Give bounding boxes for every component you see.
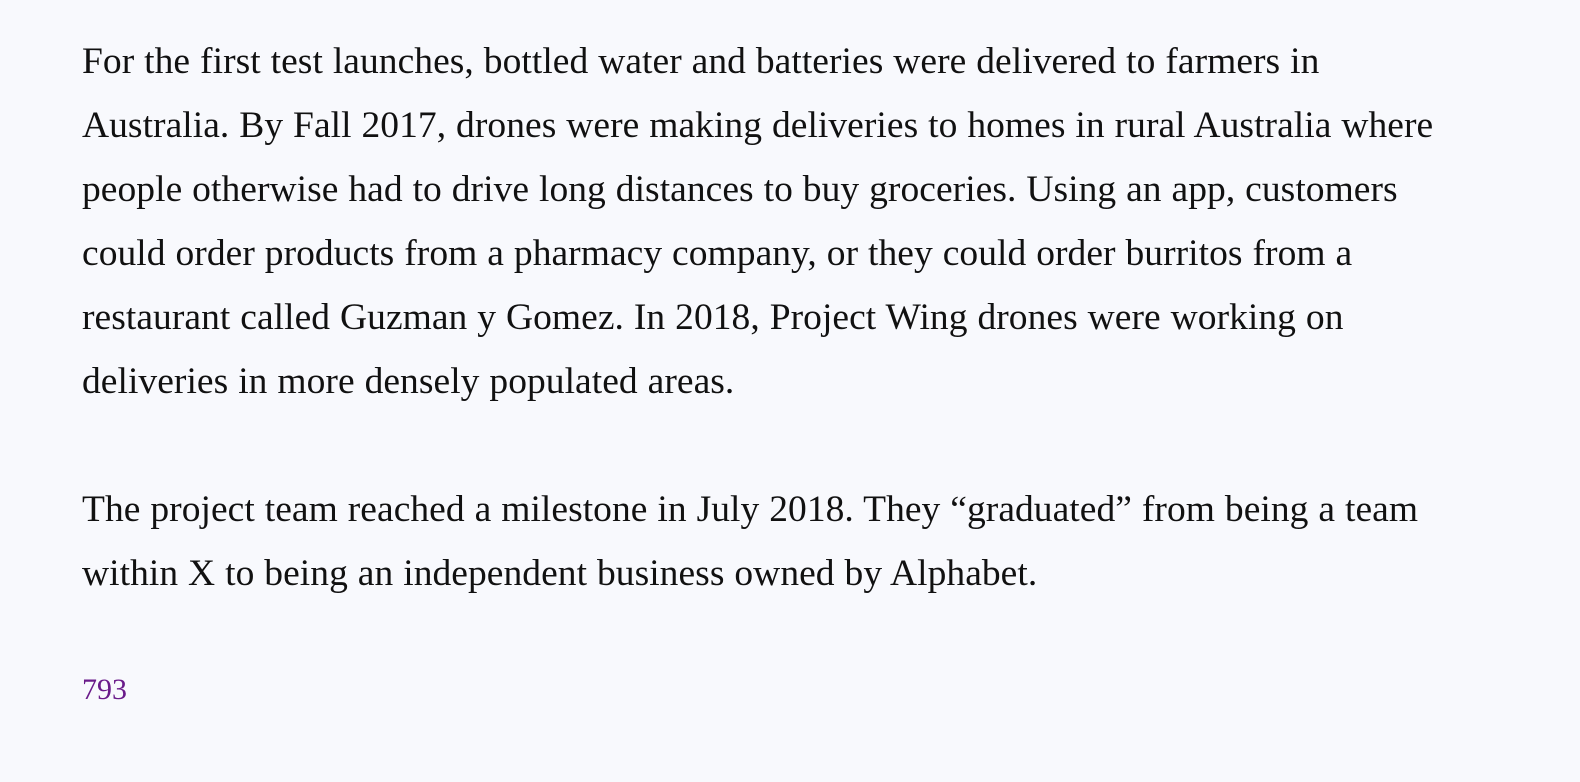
paragraph-project-wing-deliveries: For the first test launches, bottled water and batteries were delivered to farmers in Australia. By Fall 2017, drones were making deliveries to homes in rural Australia where people otherwise had to drive long distances to buy groceries. Using an app, customers could order products from a pharmacy company, or they could order burritos from a restaurant called Guzman y Gomez. In 2018, Project Wing drones were working on deliveries in more densely populated areas.: [82, 41, 1434, 402]
reading-area: [82, 30, 1482, 606]
page-number: 793: [82, 673, 127, 706]
paragraph-milestone: The project team reached a milestone in July 2018. They “graduated” from being a team within X to being an independent business owned by Alphabet.: [82, 489, 1419, 594]
